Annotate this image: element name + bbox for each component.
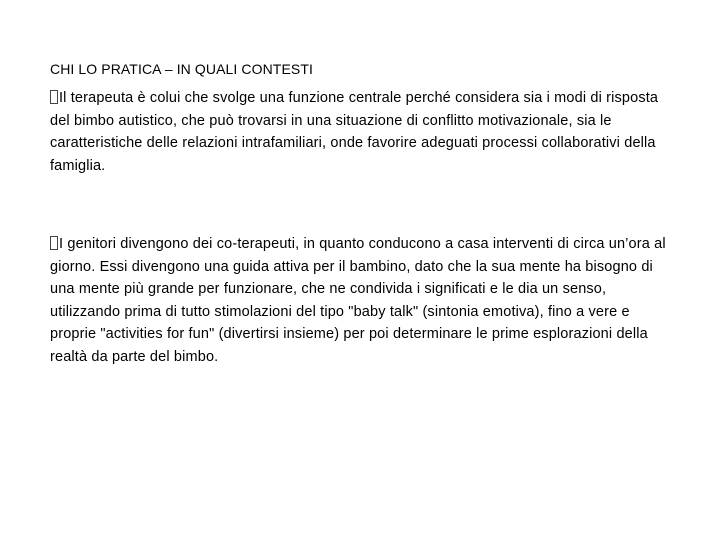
paragraph-text: Il terapeuta è colui che svolge una funzione centrale perché considera sia i modi di risposta del bimbo autistico, che può trovarsi in una situazione di conflitto motivazionale, sia le caratteristiche delle relazioni intrafamiliari, onde favorire adeguati processi collaborativi della famiglia. <box>50 90 659 174</box>
slide-title: CHI LO PRATICA – IN QUALI CONTESTI <box>50 61 313 77</box>
missing-glyph-bullet-icon <box>50 236 58 250</box>
missing-glyph-bullet-icon <box>50 90 58 104</box>
paragraph-text: I genitori divengono dei co-terapeuti, in quanto conducono a casa interventi di circa un’ora al giorno. Essi divengono una guida attiva per il bambino, dato che la sua mente ha bisogno di una mente più grande per funzionare, che ne condivida i significati e le dia un senso, utilizzando prima di tutto stimolazioni del tipo "baby talk" (sintonia emotiva), fino a vere e proprie "activities for fun" (divertirsi insieme) per poi determinare le prime esplorazioni della realtà da parte del bimbo. <box>50 236 666 365</box>
paragraph-parents <box>50 233 680 368</box>
paragraph-therapist <box>50 87 680 177</box>
